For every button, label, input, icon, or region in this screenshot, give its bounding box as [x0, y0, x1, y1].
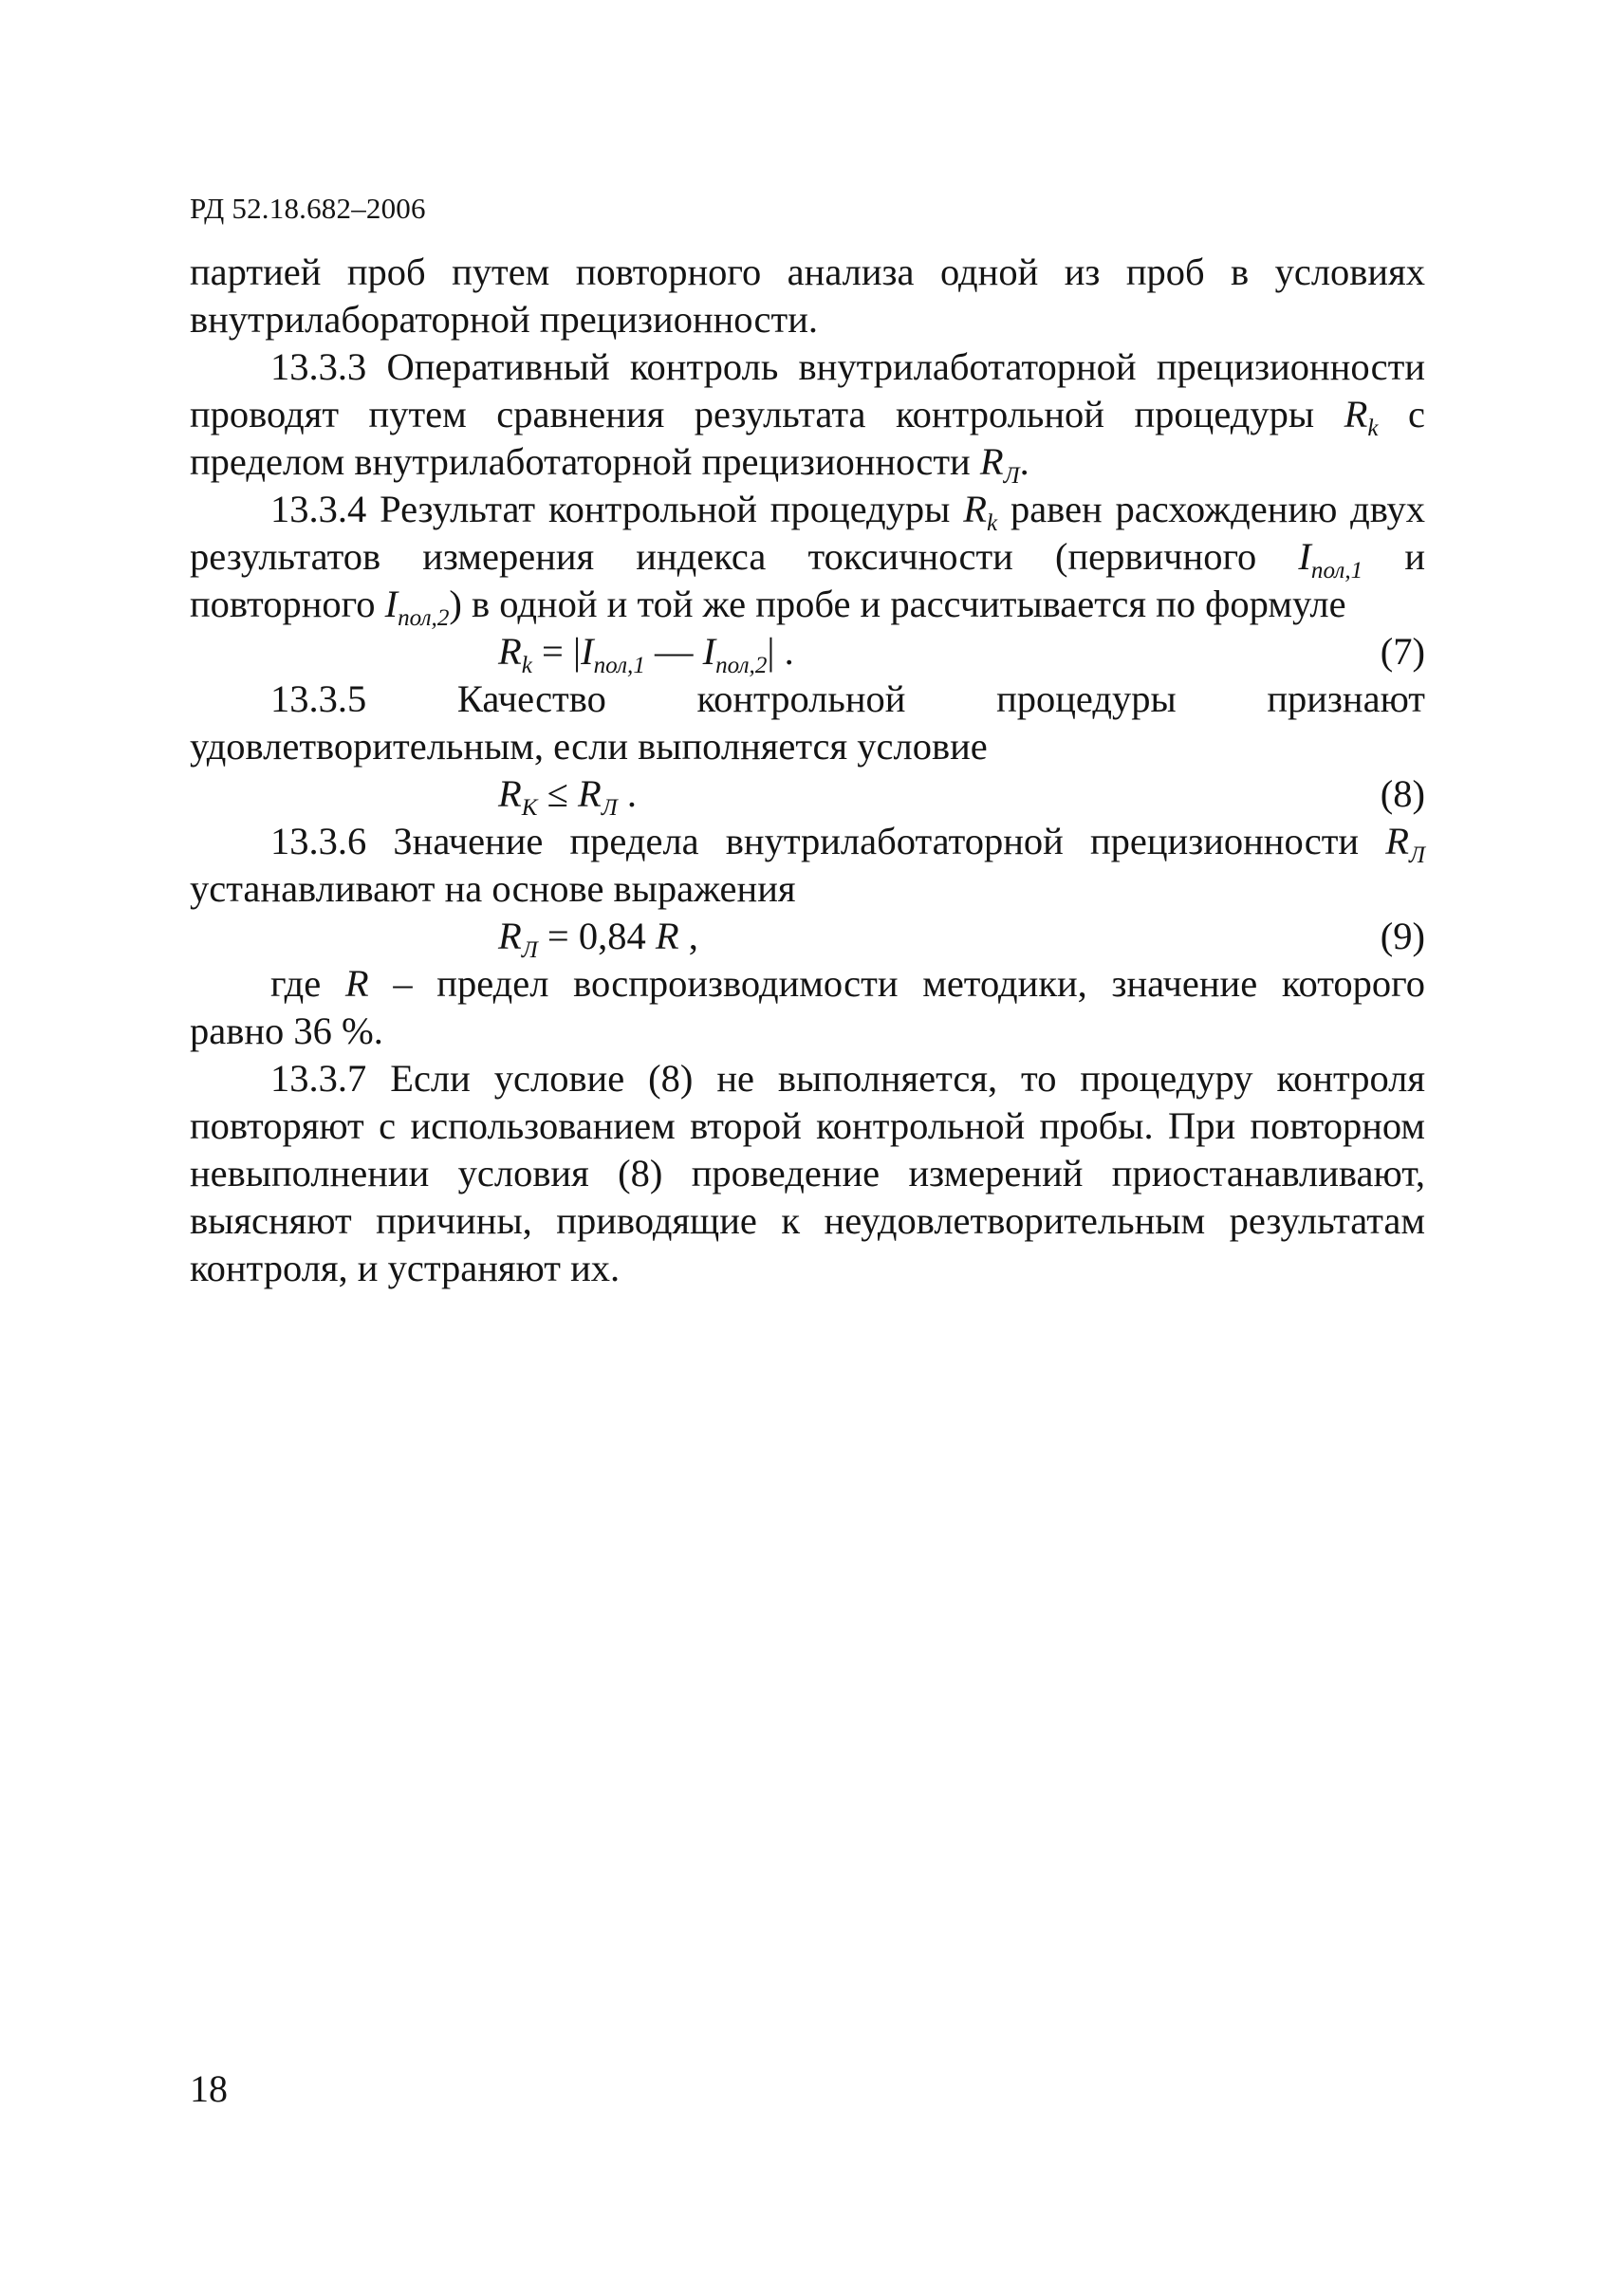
equation-8-formula: $R_K \le R_Л$ .	[498, 772, 637, 821]
paragraph-where-r: где R – предел воспроизводимости методики, значение которого равно 36 %.	[190, 962, 1425, 1052]
paragraph-continuation: партией проб путем повторного анализа одной из проб в условиях внутрилабораторной прецизионности.	[190, 250, 1425, 341]
symbol-r: R	[963, 488, 987, 530]
paragraph-13-3-7: 13.3.7 Если условие (8) не выполняется, то процедуру контроля повторяют с использованием второй контрольной пробы. При повторном невыполнении условия (8) проведение измерений приостанавливают, выясняют причины, приводящие к неудовлетворительным результатам контроля, и устраняют их.	[190, 1057, 1425, 1289]
paragraph-13-3-4: 13.3.4 Результат контрольной процедуры $R_k$ равен расхождению двух результатов измерения индекса токсичности (первичного $I_{пол,1}$ и повторного $I_{пол,2}$) в одной и той же пробе и рассчитывается по формуле	[190, 488, 1426, 631]
equation-7-number: (7)	[1380, 630, 1425, 673]
equation-7-formula: $R_k = |I_{пол,1}$ — $I_{пол,2}|$ .	[498, 630, 794, 678]
symbol-r: R	[344, 962, 369, 1005]
paragraph-13-3-5: 13.3.5 Качество контрольной процедуры признают удовлетворительным, если выполняется условие	[190, 677, 1425, 768]
equation-9	[190, 913, 1425, 963]
paragraph-13-3-3: 13.3.3 Оперативный контроль внутрилаботаторной прецизионности проводят путем сравнения результата контрольной процедуры $R_k$ с пределом внутрилаботаторной прецизионности $R_Л$.	[190, 345, 1425, 489]
document-code-header: РД 52.18.682–2006	[190, 192, 426, 225]
equation-9-number: (9)	[1380, 915, 1425, 957]
equation-8	[190, 770, 1425, 821]
paragraph-13-3-6: 13.3.6 Значение предела внутрилаботаторной прецизионности $R_Л$ устанавливают на основе выражения	[190, 820, 1425, 910]
symbol-r: R	[1344, 393, 1368, 435]
symbol-r: R	[1385, 820, 1409, 862]
symbol-i: I	[1298, 535, 1311, 578]
symbol-r: R	[979, 440, 1004, 483]
symbol-i: I	[384, 583, 399, 625]
page-number: 18	[190, 2067, 228, 2110]
equation-9-formula: $R_Л = 0,84$ R ,	[498, 915, 698, 963]
document-body	[190, 249, 1425, 1292]
equation-8-number: (8)	[1380, 772, 1425, 815]
equation-7	[190, 628, 1425, 676]
